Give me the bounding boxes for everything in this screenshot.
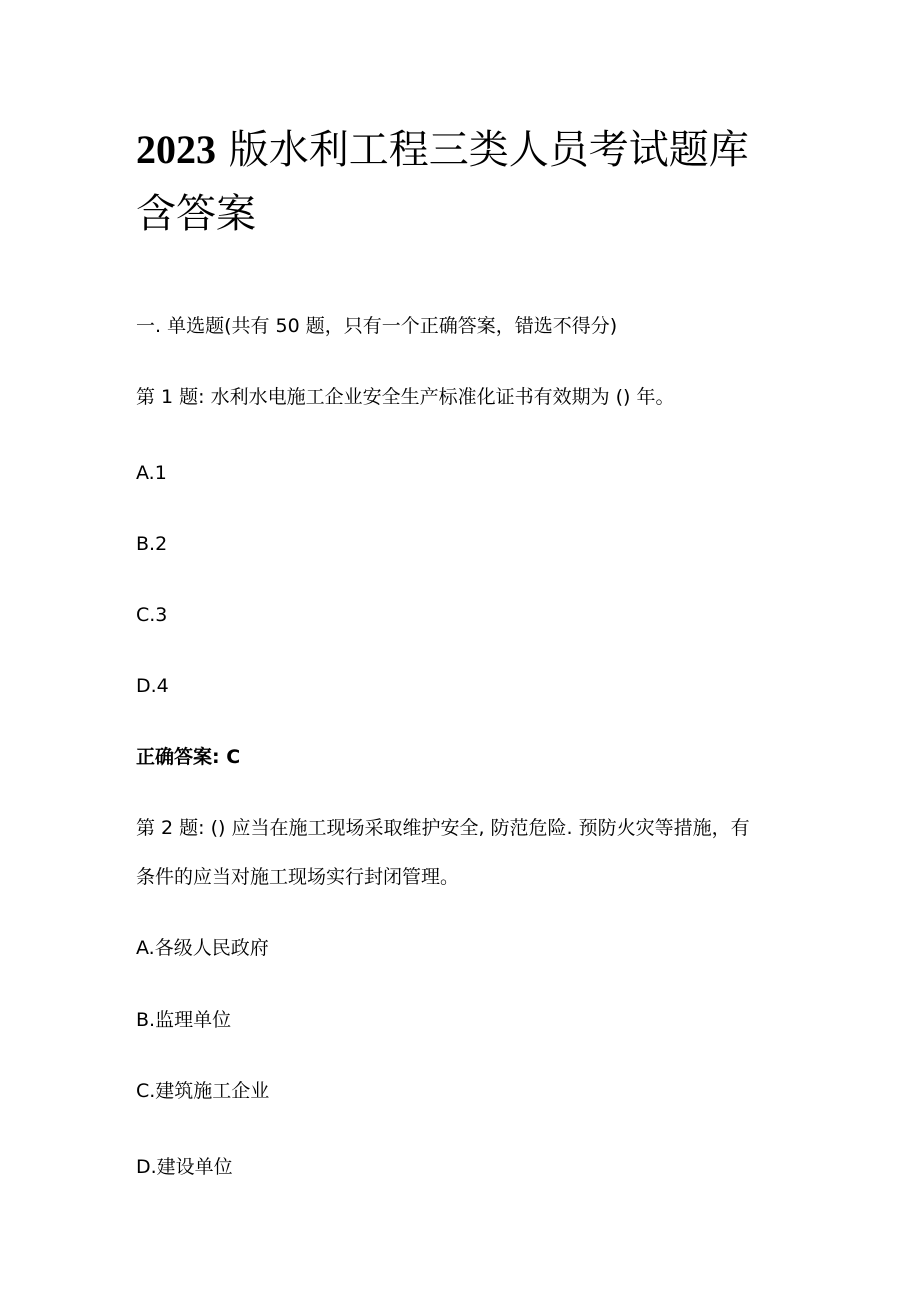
question-1-option-a: A.1	[136, 462, 167, 484]
question-2-option-b: B.监理单位	[136, 1009, 232, 1031]
question-2-option-a: A.各级人民政府	[136, 937, 269, 959]
question-2-option-c: C.建筑施工企业	[136, 1080, 270, 1102]
title-year: 2023	[136, 127, 216, 172]
title-line1-text: 版水利工程三类人员考试题库	[228, 127, 749, 173]
question-1-answer: 正确答案: C	[136, 746, 241, 768]
question-1-option-d: D.4	[136, 675, 169, 697]
question-1-option-c: C.3	[136, 604, 168, 626]
question-2-option-d: D.建设单位	[136, 1156, 233, 1178]
question-1-option-b: B.2	[136, 533, 168, 555]
title-line2-text: 含答案	[136, 191, 256, 237]
question-2-stem-line1: 第 2 题: () 应当在施工现场采取维护安全, 防范危险. 预防火灾等措施，有	[136, 817, 750, 839]
section-header: 一. 单选题(共有 50 题，只有一个正确答案，错选不得分)	[136, 315, 618, 337]
question-2-stem-line2: 条件的应当对施工现场实行封闭管理。	[136, 866, 460, 888]
page-title	[136, 118, 816, 246]
question-1-stem: 第 1 题: 水利水电施工企业安全生产标准化证书有效期为 () 年。	[136, 386, 675, 408]
